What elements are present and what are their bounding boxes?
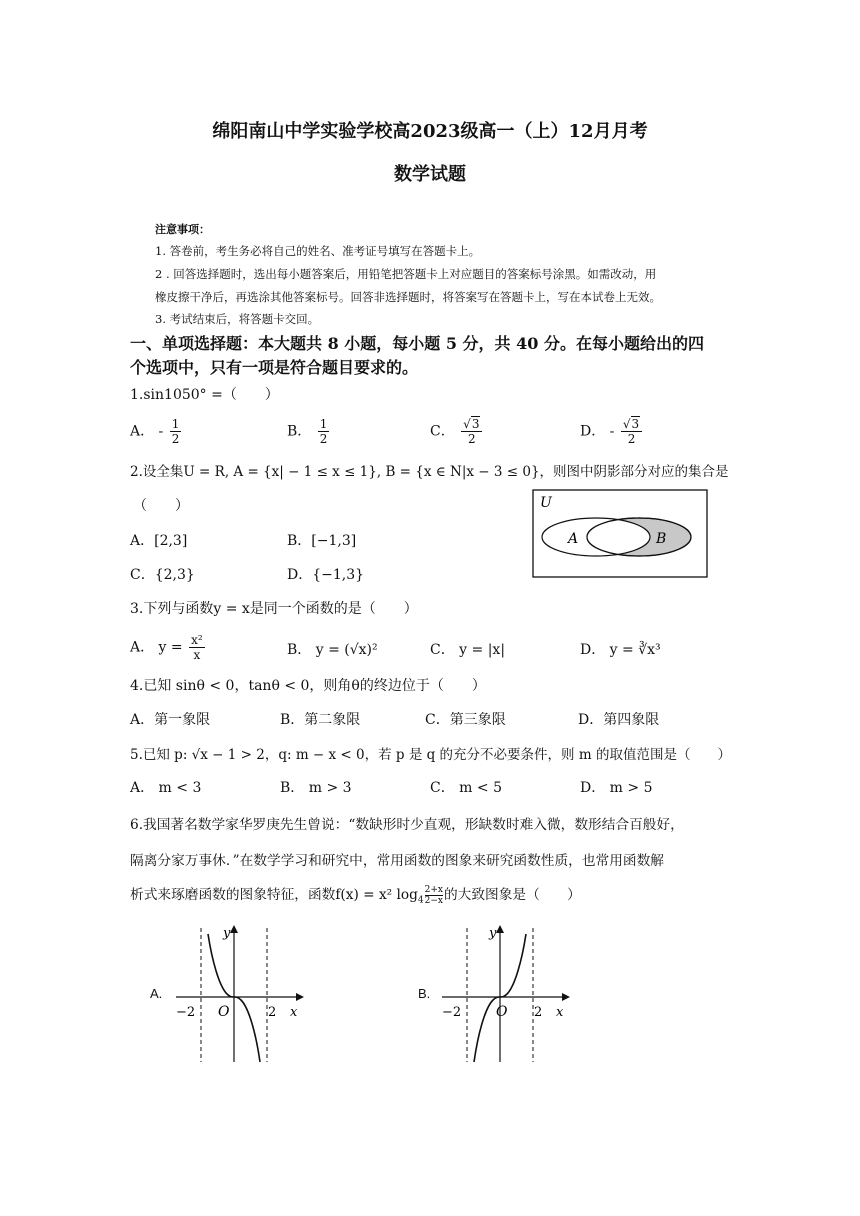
q1-option-b: B． $\frac{1}{2}$ bbox=[287, 417, 328, 446]
question-4-stem: 4.已知 sinθ < 0，tanθ < 0，则角θ的终边位于（ ） bbox=[130, 678, 486, 694]
notice-item: 2 . 回答选择题时，选出每小题答案后，用铅笔把答题卡上对应题目的答案标号涂黑。如需改动，用 bbox=[155, 267, 657, 281]
graph-b-label: B. bbox=[418, 986, 431, 1001]
q5-option-c: C． m < 5 bbox=[430, 780, 502, 796]
q3-option-b: B． y = (√x)² bbox=[287, 642, 378, 658]
svg-text:O: O bbox=[496, 1004, 508, 1020]
venn-diagram bbox=[532, 489, 708, 578]
q5-option-a: A． m < 3 bbox=[130, 780, 202, 796]
graph-a-label: A. bbox=[150, 986, 163, 1001]
q2-paren: （ ） bbox=[133, 498, 189, 514]
notice-item: 3. 考试结束后，将答题卡交回。 bbox=[155, 312, 320, 326]
q2-option-a: A．[2,3] bbox=[130, 533, 188, 549]
svg-text:x: x bbox=[556, 1005, 564, 1020]
q2-option-b: B．[−1,3] bbox=[287, 533, 357, 549]
question-3-stem: 3.下列与函数y = x是同一个函数的是（ ） bbox=[130, 601, 418, 617]
svg-text:−2: −2 bbox=[442, 1005, 462, 1020]
q2-option-d: D．{−1,3} bbox=[287, 567, 365, 583]
graph-a bbox=[172, 920, 312, 1066]
q4-option-d: D．第四象限 bbox=[578, 712, 660, 728]
svg-text:O: O bbox=[218, 1004, 230, 1020]
venn-label-u: U bbox=[540, 495, 552, 511]
q5-option-d: D． m > 5 bbox=[580, 780, 653, 796]
notice-item: 橡皮擦干净后，再选涂其他答案标号。回答非选择题时，将答案写在答题卡上，写在本试卷上无效。 bbox=[155, 290, 661, 304]
q2-option-c: C．{2,3} bbox=[130, 567, 195, 583]
question-5-stem: 5.已知 p: √x − 1 > 2，q: m − x < 0，若 p 是 q 的充分不必要条件，则 m 的取值范围是（ ） bbox=[130, 747, 731, 763]
venn-label-a: A bbox=[568, 531, 579, 547]
question-6-line: 6.我国著名数学家华罗庚先生曾说：“数缺形时少直观，形缺数时难入微，数形结合百般好， bbox=[130, 817, 684, 833]
question-1-stem: 1.sin1050° =（ ） bbox=[130, 387, 279, 403]
q4-option-b: B．第二象限 bbox=[280, 712, 361, 728]
q4-option-c: C．第三象限 bbox=[425, 712, 506, 728]
section-heading: 一、单项选择题：本大题共 8 小题，每小题 5 分，共 40 分。在每小题给出的四 bbox=[130, 334, 704, 353]
svg-text:y: y bbox=[489, 926, 497, 941]
section-heading: 个选项中，只有一项是符合题目要求的。 bbox=[130, 358, 419, 377]
page-title: 绵阳南山中学实验学校高2023级高一（上）12月月考 bbox=[212, 121, 648, 142]
svg-text:x: x bbox=[290, 1005, 298, 1020]
question-2-stem: 2.设全集U = R, A = {x| − 1 ≤ x ≤ 1}, B = {x ∈ N|x − 3 ≤ 0}，则图中阴影部分对应的集合是 bbox=[130, 464, 729, 480]
page-subtitle: 数学试题 bbox=[394, 164, 466, 185]
q1-option-d: D． - $\frac{√3}{2}$ bbox=[580, 417, 644, 446]
svg-text:y: y bbox=[223, 926, 231, 941]
q1-option-a: A． - $\frac{1}{2}$ bbox=[130, 417, 180, 446]
q3-option-a: A． y = $\frac{\text{x²}}{x}$ bbox=[130, 633, 203, 662]
venn-label-b: B bbox=[656, 531, 667, 547]
notice-heading: 注意事项： bbox=[155, 223, 210, 236]
svg-text:−2: −2 bbox=[176, 1005, 196, 1020]
q4-option-a: A．第一象限 bbox=[130, 712, 211, 728]
q5-option-b: B． m > 3 bbox=[280, 780, 352, 796]
graph-b bbox=[438, 920, 578, 1066]
q3-option-c: C． y = |x| bbox=[430, 642, 506, 658]
svg-text:2: 2 bbox=[268, 1005, 277, 1020]
q3-option-d: D． y = ∛x³ bbox=[580, 642, 661, 658]
svg-text:2: 2 bbox=[534, 1005, 543, 1020]
question-6-line: 隔离分家万事休．”在数学学习和研究中，常用函数的图象来研究函数性质，也常用函数解 bbox=[130, 853, 664, 869]
q1-option-c: C． $\frac{√3}{2}$ bbox=[430, 417, 484, 446]
notice-item: 1. 答卷前，考生务必将自己的姓名、准考证号填写在答题卡上。 bbox=[155, 244, 481, 258]
question-6-line: 析式来琢磨函数的图象特征，函数f(x) = x² $\log_4$ $\frac{2+x}{2-x}$ 的大致图象是（ ） bbox=[130, 885, 581, 906]
